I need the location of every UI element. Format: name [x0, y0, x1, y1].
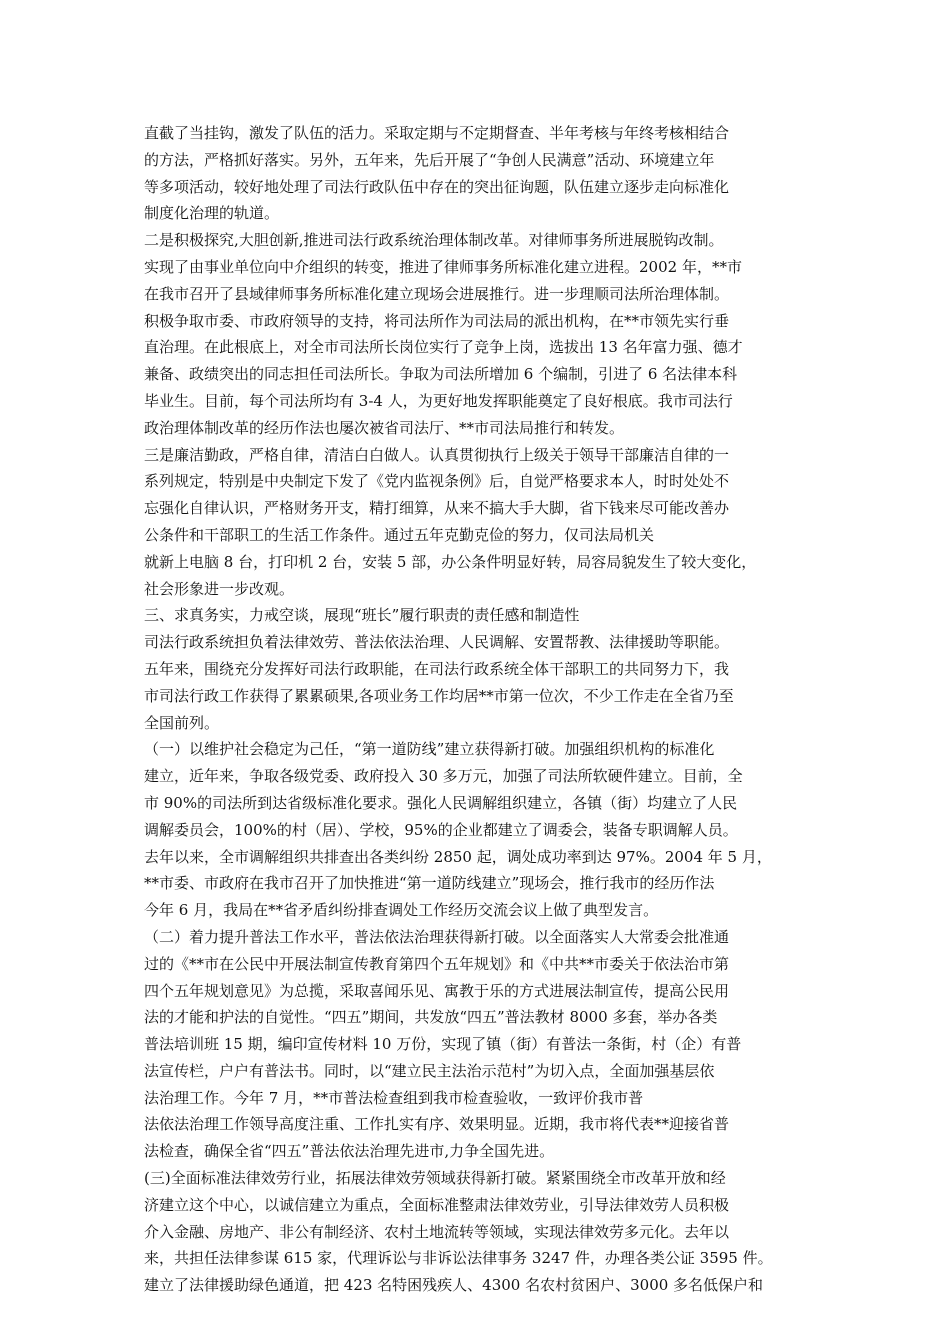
text-line: 市 90%的司法所到达省级标准化要求。强化人民调解组织建立，各镇（街）均建立了人民	[144, 793, 738, 812]
text-line: 济建立这个中心，以诚信建立为重点，全面标准整肃法律效劳业，引导法律效劳人员积极	[144, 1195, 730, 1214]
text-line: 系列规定，特别是中央制定下发了《党内监视条例》后，自觉严格要求本人，时时处处不	[144, 472, 730, 491]
text-line: 忘强化自律认识，严格财务开支，精打细算，从来不搞大手大脚，省下钱来尽可能改善办	[144, 499, 730, 518]
text-line: 来，共担任法律参谋 615 家，代理诉讼与非诉讼法律事务 3247 件，办理各类公证 3595 件。	[144, 1249, 773, 1268]
text-line: 二是积极探究,大胆创新,推进司法行政系统治理体制改革。对律师事务所进展脱钩改制。	[144, 231, 724, 250]
text-line: 制度化治理的轨道。	[144, 204, 280, 223]
text-line: 兼备、政绩突出的同志担任司法所长。争取为司法所增加 6 个编制，引进了 6 名法律本科	[144, 365, 738, 384]
text-line: 过的《**市在公民中开展法制宣传教育第四个五年规划》和《中共**市委关于依法治市第	[144, 954, 730, 973]
text-line: 司法行政系统担负着法律效劳、普法依法治理、人民调解、安置帮教、法律援助等职能。	[144, 633, 730, 652]
text-line: **市委、市政府在我市召开了加快推进“第一道防线建立”现场会，推行我市的经历作法	[144, 874, 715, 893]
text-line: 法的才能和护法的自觉性。“四五”期间，共发放“四五”普法教材 8000 多套，举办各类	[144, 1008, 718, 1027]
text-line: 在我市召开了县域律师事务所标准化建立现场会进展推行。进一步理顺司法所治理体制。	[144, 284, 730, 303]
text-line: 全国前列。	[144, 713, 220, 732]
text-line: 法检查，确保全省“四五”普法依法治理先进市,力争全国先进。	[144, 1142, 555, 1161]
text-line: 政治理体制改革的经历作法也屡次被省司法厅、**市司法局推行和转发。	[144, 418, 625, 437]
text-line: 法治理工作。今年 7 月，**市普法检查组到我市检查验收，一致评价我市普	[144, 1088, 644, 1107]
text-line: 实现了由事业单位向中介组织的转变，推进了律师事务所标准化建立进程。2002 年，**市	[144, 257, 742, 276]
text-line: 三是廉洁勤政，严格自律，清洁白白做人。认真贯彻执行上级关于领导干部廉洁自律的一	[144, 445, 730, 464]
text-line: 去年以来，全市调解组织共排查出各类纠纷 2850 起，调处成功率到达 97%。2004 年 5 月，	[144, 847, 772, 866]
text-line: 建立，近年来，争取各级党委、政府投入 30 多万元，加强了司法所软硬件建立。目前，全	[144, 767, 743, 786]
text-line: 直治理。在此根底上，对全市司法所长岗位实行了竞争上岗，选拔出 13 名年富力强、德才	[144, 338, 743, 357]
text-line: 直截了当挂钩，激发了队伍的活力。采取定期与不定期督查、半年考核与年终考核相结合	[144, 124, 730, 142]
text-line: 积极争取市委、市政府领导的支持，将司法所作为司法局的派出机构，在**市领先实行垂	[144, 311, 730, 330]
text-line: 今年 6 月，我局在**省矛盾纠纷排查调处工作经历交流会议上做了典型发言。	[144, 901, 659, 920]
text-line: 等多项活动，较好地处理了司法行政队伍中存在的突出征询题，队伍建立逐步走向标准化	[144, 177, 730, 196]
text-line: 市司法行政工作获得了累累硕果,各项业务工作均居**市第一位次，不少工作走在全省乃至	[144, 686, 734, 705]
text-line: 的方法，严格抓好落实。另外，五年来，先后开展了“争创人民满意”活动、环境建立年	[144, 150, 715, 169]
section-heading: 三、求真务实，力戒空谈，展现“班长”履行职责的责任感和制造性	[144, 606, 580, 625]
text-line: 四个五年规划意见》为总揽，采取喜闻乐见、寓教于乐的方式进展法制宣传，提高公民用	[144, 981, 730, 1000]
text-line: 社会形象进一步改观。	[144, 579, 295, 598]
document-page	[144, 120, 810, 1299]
text-line: 调解委员会，100%的村（居）、学校，95%的企业都建立了调委会，装备专职调解人员。	[144, 820, 738, 839]
text-line: 介入金融、房地产、非公有制经济、农村土地流转等领域，实现法律效劳多元化。去年以	[144, 1222, 730, 1241]
text-line: 就新上电脑 8 台，打印机 2 台，安装 5 部，办公条件明显好转，局容局貌发生了较大变化，	[144, 552, 757, 571]
text-line: （二）着力提升普法工作水平，普法依法治理获得新打破。以全面落实人大常委会批准通	[144, 927, 730, 946]
text-line: 五年来，围绕充分发挥好司法行政职能，在司法行政系统全体干部职工的共同努力下，我	[144, 659, 730, 678]
text-line: 公条件和干部职工的生活工作条件。通过五年克勤克俭的努力，仅司法局机关	[144, 525, 655, 544]
text-line: 普法培训班 15 期，编印宣传材料 10 万份，实现了镇（街）有普法一条街，村（企）有普	[144, 1035, 742, 1054]
text-line: (三)全面标准法律效劳行业，拓展法律效劳领域获得新打破。紧紧围绕全市改革开放和经	[144, 1169, 726, 1188]
text-line: （一）以维护社会稳定为己任，“第一道防线”建立获得新打破。加强组织机构的标准化	[144, 740, 715, 759]
text-line: 建立了法律援助绿色通道，把 423 名特困残疾人、4300 名农村贫困户、3000 多名低保户和	[144, 1276, 764, 1295]
text-line: 毕业生。目前，每个司法所均有 3-4 人，为更好地发挥职能奠定了良好根底。我市司法行	[144, 391, 733, 410]
text-line: 法宣传栏，户户有普法书。同时，以“建立民主法治示范村”为切入点，全面加强基层依	[144, 1061, 715, 1080]
text-line: 法依法治理工作领导高度注重、工作扎实有序、效果明显。近期，我市将代表**迎接省普	[144, 1115, 730, 1134]
